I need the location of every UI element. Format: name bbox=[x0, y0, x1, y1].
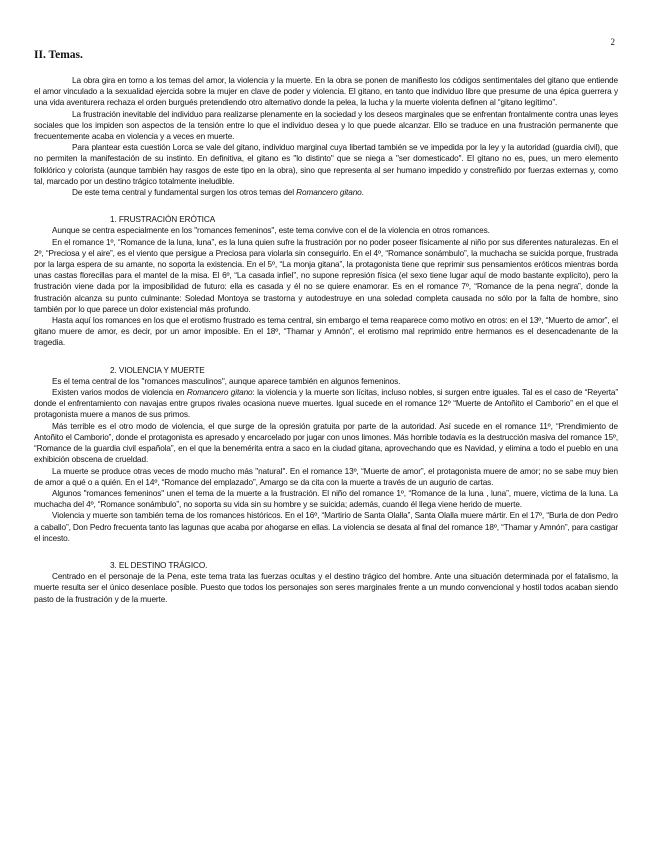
section2-paragraph-5: Algunos "romances femeninos" unen el tema de la muerte a la frustración. El niño del romance 1º, “Romance de la luna , luna”, muere, víctima de la luna. La muchacha del 4º, “Romance sonámbulo”, no soporta su vida sin su hombre y se suicida; además, cuando él llega viene herido de muerte. bbox=[34, 488, 618, 510]
intro-paragraph-2: La frustración inevitable del individuo para realizarse plenamente en la sociedad y los deseos marginales que se enfrentan frontalmente contra unas leyes sociales que los impiden son aspectos de la tensión entre lo que el individuo desea y lo que puede alcanzar. Ello se traduce en una frustración permanente que frecuentemente acaba en violencia y a veces en muerte. bbox=[34, 109, 618, 142]
section2-paragraph-1: Es el tema central de los "romances masculinos", aunque aparece también en algunos femeninos. bbox=[52, 376, 401, 386]
page-number: 2 bbox=[610, 37, 615, 47]
section2-p2-before: Existen varios modos de violencia en bbox=[52, 388, 187, 398]
section-heading-frustracion: 1. FRUSTRACIÓN ERÓTICA bbox=[110, 215, 216, 225]
section3-paragraph-1: Centrado en el personaje de la Pena, este tema trata las fuerzas ocultas y el destino trágico del hombre. Ante una situación determinada por el fatalismo, la muerte resulta ser el único desenlace posible. Puesto que todos los personajes son seres marginales frente a un mundo convencional y hostil todos acaban siendo pasto de la frustración y de la muerte. bbox=[34, 572, 618, 604]
page-title: II. Temas. bbox=[34, 49, 83, 61]
section-heading-destino: 3. EL DESTINO TRÁGICO. bbox=[110, 560, 208, 570]
document-body bbox=[34, 75, 618, 605]
intro-last-end: . bbox=[361, 188, 364, 198]
intro-last-italic: Romancero gitano bbox=[296, 188, 362, 198]
section2-paragraph-6: Violencia y muerte son también tema de los romances históricos. En el 16º, “Martirio de Santa Olalla”, Santa Olalla muere mártir. En el 17º, “Burla de don Pedro a caballo”, Don Pedro frecuenta tanto las lagunas que acaba por ahogarse en ellas. La violencia se desata al final del romance 18º, “Thamar y Amnón”, para castigar el incesto. bbox=[34, 511, 618, 543]
section2-paragraph-4: La muerte se produce otras veces de modo mucho más "natural". En el romance 13º, “Muerte de amor”, el protagonista muere de amor; no se sabe muy bien de amor a qué o a quién. En el 14º, “Romance del emplazado”, Amargo se da cita con la muerte a través de un augurio de cartas. bbox=[34, 466, 618, 487]
section1-paragraph-2: En el romance 1º, “Romance de la luna, luna”, es la luna quien sufre la frustración por no poder poseer físicamente al niño por sus diferentes naturalezas. En el 2º, “Preciosa y el aire”, es el viento que persigue a Preciosa para violarla sin conseguirlo. En el 4º, “Romance sonámbulo”, la muchacha se suicida porque, frustrada por la larga espera de su amante, no soporta la existencia. En el 5º, “La monja gitana”, la protagonista tiene que reprimir sus pensamientos eróticos mientras borda unas castas florecillas para el mantel de la misa. El 6º, “La casada infiel”, no supone represión física (el sexo tiene lugar aquí de modo bastante explícito), pero la frustración viene dada por la imposibilidad de futuro: ella es casada y él no se quiere enamorar. Es en el romance 7º, “Romance de la pena negra”, donde la frustración alcanza su punto culminante: Soledad Montoya se trastorna y autodestruye en una soledad completa causada no sólo por la falta de hombre, sino también por lo que parece un dolor existencial más profundo. bbox=[34, 237, 618, 314]
section-heading-violencia: 2. VIOLENCIA Y MUERTE bbox=[110, 365, 205, 375]
section2-paragraph-3: Más terrible es el otro modo de violencia, el que surge de la opresión gratuita por parte de la autoridad. Así sucede en el romance 11º, “Prendimiento de Antoñito el Camborio”, donde el protagonista es apresado y encarcelado por jugar con unos limones. Más horrible todavía es la destrucción masiva del romance 15º, “Romance de la guardia civil española”, en el que la benemérita entra a saco en la ciudad gitana, aprovechando que es Navidad, y elimina a todo el pueblo en una exhibición obscena de crueldad. bbox=[34, 421, 618, 465]
intro-last-text: De este tema central y fundamental surgen los otros temas del bbox=[72, 188, 297, 198]
section2-p2-italic: Romancero gitano bbox=[186, 388, 253, 398]
intro-paragraph-1: La obra gira en torno a los temas del amor, la violencia y la muerte. En la obra se ponen de manifiesto los códigos sentimentales del gitano que entiende el amor vinculado a la sexualidad ejercida sobre la mujer en clave de poder y violencia. El gitano, en tanto que individuo libre que presume de una épica guerrera y una vida aventurera rechaza el orden burgués pretendiendo otro alternativo donde la pelea, la lucha y la muerte violenta definen al “gitano legítimo”. bbox=[34, 76, 618, 108]
intro-paragraph-4 bbox=[34, 187, 618, 198]
section1-paragraph-3: Hasta aquí los romances en los que el erotismo frustrado es tema central, sin embargo el tema reaparece como motivo en otros: en el 13º, “Muerto de amor”, el gitano muere de amor, es decir, por un amor imposible. En el 18º, “Thamar y Amnón”, el erotismo mal reprimido entre hermanos es el desencadenante de la tragedia. bbox=[34, 316, 618, 348]
section2-p2-after: : la violencia y la muerte son lícitas, incluso nobles, si surgen entre iguales. Tal es el caso de “Reyerta” donde el enfrentamiento con navajas entre grupos rivales ocasiona nueve muertes. Igual sucede en el romance 12º “Muerte de Antoñito el Camborio” en el que el protagonista muere a manos de sus primos. bbox=[34, 388, 618, 420]
section2-paragraph-2 bbox=[34, 387, 618, 421]
intro-paragraph-3: Para plantear esta cuestión Lorca se vale del gitano, individuo marginal cuya libertad también se ve impedida por la ley y la autoridad (guardia civil), que no permiten la manifestación de su instinto. En definitiva, el gitano es "lo distinto" que se niega a "ser domesticado". El gitano no es, pues, un mero elemento folklórico y colorista (aunque también hay rasgos de este tipo en la obra), sino que representa al ser humano impedido y constreñido por fuerzas externas y, como tal, marcado por un destino trágico totalmente ineludible. bbox=[34, 143, 618, 186]
section1-paragraph-1: Aunque se centra especialmente en los "romances femeninos", este tema convive con el de la violencia en otros romances. bbox=[52, 226, 490, 236]
